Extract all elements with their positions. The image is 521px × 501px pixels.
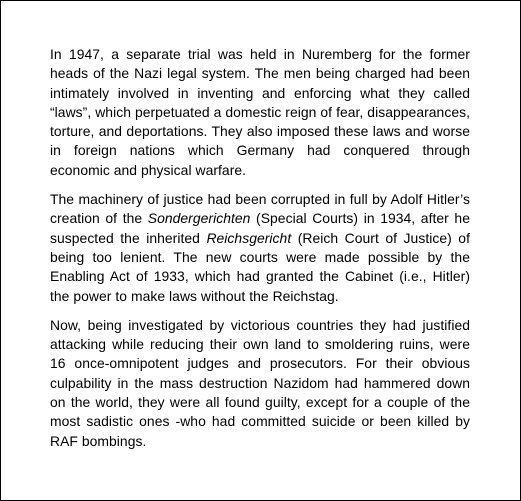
sondergerichten-term: Sondergerichten: [147, 210, 251, 227]
paragraph-3-text: Now, being investigated by victorious countries they had justified attacking while reducing their own land to smoldering ruins, were 16 once-omnipotent judges and prosecutors. For their obvious culpability in the mass destruction Nazidom had hammered down on the world, they were all found guilty, except for a couple of the most sadistic ones -who had committed suicide or been killed by RAF bombings.: [50, 316, 470, 449]
paragraph-1-text: In 1947, a separate trial was held in Nuremberg for the former heads of the Nazi legal system. The men being charged had been intimately involved in inventing and enforcing what they called “laws”, which perpetuated a domestic reign of fear, disappearances, torture, and deportations. They also imposed these laws and worse in foreign nations which Germany had conquered through economic and physical warfare.: [50, 46, 470, 178]
paragraph-2-text-b: (Special Courts) in 1934, after he suspected the inherited: [50, 210, 470, 246]
paragraph-3: [50, 316, 470, 451]
paragraph-2-text-c: (Reich Court of Justice) of being too lenient. The new courts were made possible by the Enabling Act of 1933, which had granted the Cabinet (i.e., Hitler) the power to make laws without the Reichstag.: [50, 229, 470, 304]
reichsgericht-term: Reichsgericht: [206, 229, 292, 246]
paragraph-2: [50, 190, 470, 306]
paragraph-1: [50, 45, 470, 180]
paragraph-2-text-a: The machinery of justice had been corrupted in full by Adolf Hitler’s creation of the: [50, 191, 470, 227]
